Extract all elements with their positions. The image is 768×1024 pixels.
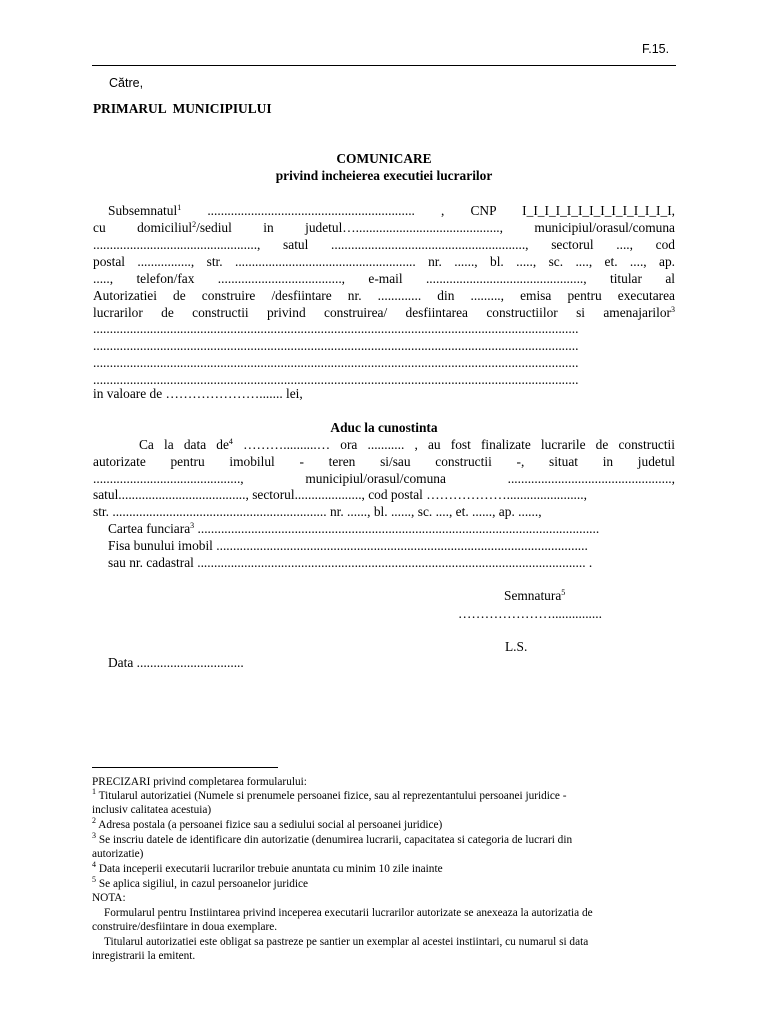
footnote-1: $^1$ Titularul autorizatiei (Numele si prenumele persoanei fizice, sau al reprezentantului persoanei juridice - — [92, 787, 567, 802]
body-line-6: Autorizatiei de construire /desfiintare nr. ............. din ........., emisa pentru executarea — [93, 288, 675, 303]
addressee-recipient: PRIMARUL MUNICIPIULUI — [93, 101, 272, 116]
date-line: Data ................................ — [108, 655, 244, 670]
footnotes-heading: PRECIZARI privind completarea formularului: — [92, 776, 307, 788]
footnote-3-cont: autorizatie) — [92, 848, 144, 860]
section-heading: Aduc la cunostinta — [330, 420, 438, 435]
signature-line: …………………............... — [458, 606, 602, 621]
dots-line-1: ................................................................................................................................................. — [93, 321, 579, 336]
footnote-1-cont: inclusiv calitatea acestuia) — [92, 804, 212, 816]
footnote-3: $^3$ Se inscriu datele de identificare din autorizatie (denumirea lucrarii, capacitatea si categoria de lucrari din — [92, 831, 573, 846]
body-line-2: cu domiciliul$^2$/sediul in judetul…..........................................., municipiul/orasul/comuna — [93, 220, 675, 235]
s2-line-2: autorizate pentru imobilul - teren si/sau constructii -, situat in judetul — [93, 454, 675, 469]
s2-line-4: satul......................................, sectorul...................., cod postal ………………......................., — [93, 487, 587, 502]
footnote-rule — [92, 767, 278, 768]
s2-line-5: str. ................................................................ nr. ......, bl. ......, sc. ...., et. ......, ap. ......, — [93, 504, 542, 519]
addressee-to: Către, — [109, 76, 144, 90]
nota-2-cont: inregistrarii la emitent. — [92, 950, 196, 962]
s2-line-1: Ca la data $de^4$ ………..........… ora ........... , au fost finalizate lucrarile de constructii — [139, 437, 675, 452]
body-line-3: ................................................., satul .........................................................., sectorul ...., cod — [93, 237, 675, 252]
footnote-5: $^5$ Se aplica sigiliul, in cazul persoanelor juridice — [92, 875, 309, 890]
nota-2: Titularul autorizatiei este obligat sa pastreze pe santier un exemplar al acestei instiintari, cu numarul si data — [104, 936, 589, 948]
nota-heading: NOTA: — [92, 892, 126, 904]
s2-line-3: ............................................, municipiul/orasul/comuna ................................................., — [93, 471, 675, 486]
cartea-funciara: Cartea funciara$^3$ ........................................................................................................................ — [108, 521, 600, 536]
form-code: F.15. — [642, 42, 670, 56]
body-line-4: postal ................, str. ...................................................... nr. ......, bl. ....., sc. ...., et. ...., ap. — [93, 254, 675, 269]
footnote-2: $^2$ Adresa postala (a persoanei fizice sau a sediului social al persoanei juridice) — [92, 816, 443, 831]
header-rule — [92, 65, 676, 66]
footnote-4: $^4$ Data inceperii executarii lucrarilor trebuie anuntata cu minim 10 zile inainte — [92, 860, 443, 875]
dots-line-4: ................................................................................................................................................. — [93, 372, 579, 387]
seal-ls: L.S. — [505, 639, 528, 654]
dots-line-2: ................................................................................................................................................. — [93, 338, 579, 353]
body-line-7: lucrarilor de constructii privind construirea/ desfiintarea constructiilor si amenajarilor$^3$ — [93, 305, 675, 320]
nota-1: Formularul pentru Instiintarea privind inceperea executarii lucrarilor autorizate se anexeaza la autorizatia de — [104, 907, 593, 919]
fisa-bunului: Fisa bunului imobil ............................................................................................................... — [108, 538, 588, 553]
document-subtitle: privind incheierea executiei lucrarilor — [275, 168, 493, 183]
nr-cadastral: sau nr. cadastral .................................................................................................................... . — [108, 555, 593, 570]
value-line: in valoare de …………………....... lei, — [93, 386, 303, 401]
signature-label: Semnatura$^5$ — [504, 588, 566, 603]
document-title: COMUNICARE — [336, 151, 432, 166]
body-line-5: ....., telefon/fax ....................................., e-mail ..............................................., titular al — [93, 271, 675, 286]
nota-1-cont: construire/desfiintare in doua exemplare. — [92, 921, 278, 933]
dots-line-3: ................................................................................................................................................. — [93, 355, 579, 370]
body-line-1: Subsemnatul$^1$ .............................................................. , CNP I_I_I_I_I_I_I_I_I_I_I_I_I_I, — [108, 203, 675, 218]
